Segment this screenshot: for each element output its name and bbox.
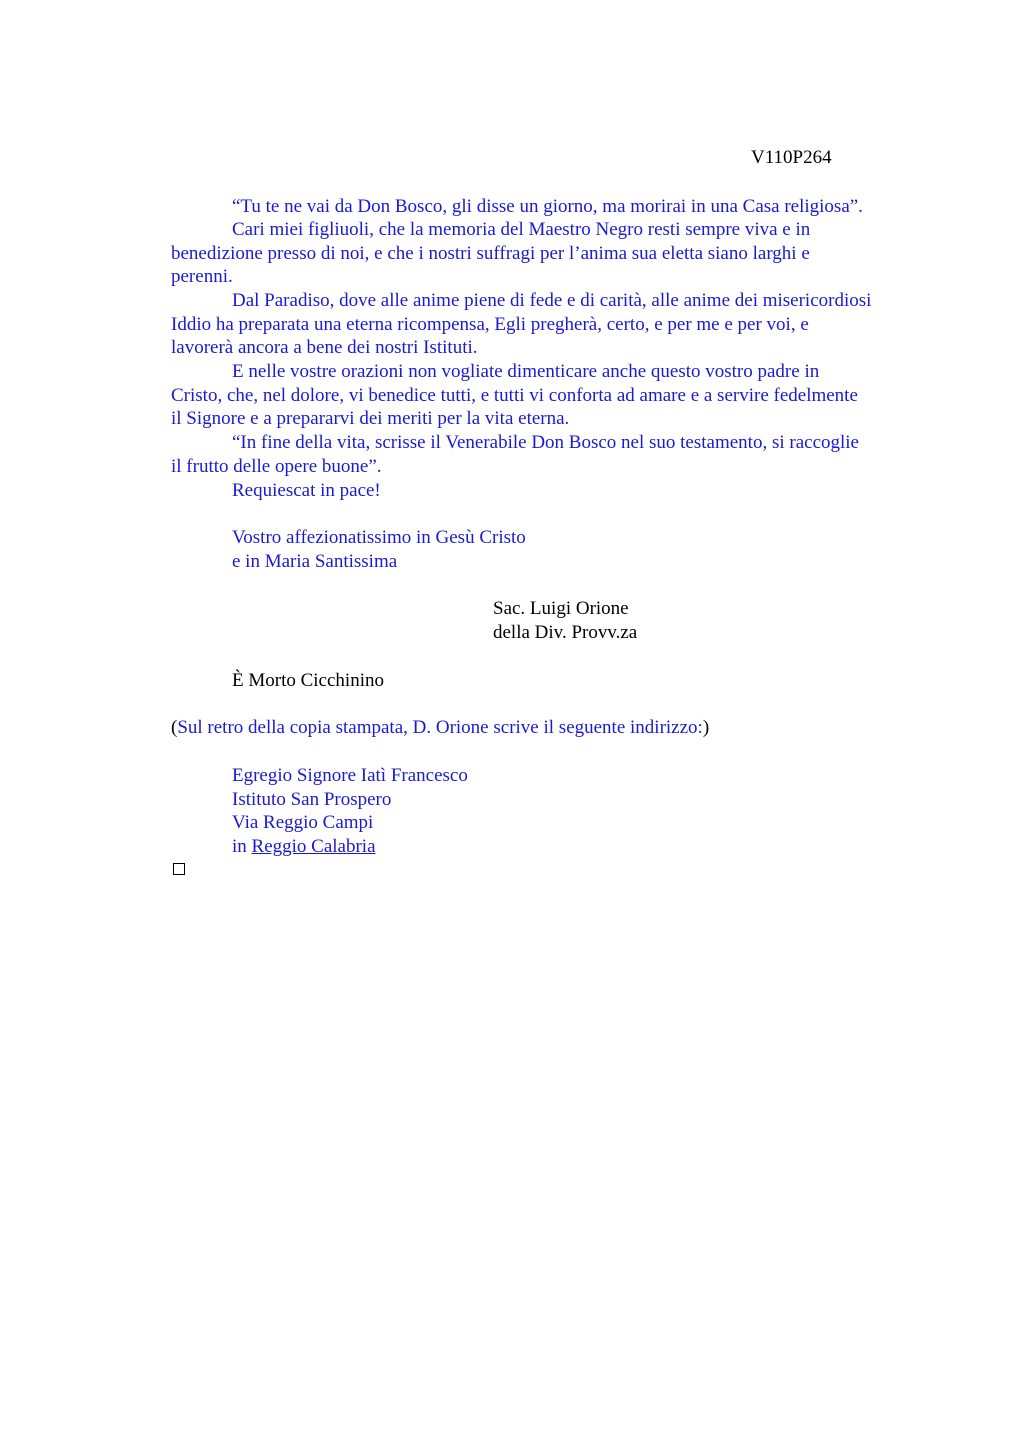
address-line-1: Egregio Signore Iatì Francesco xyxy=(232,765,468,786)
empty-square-icon xyxy=(173,863,185,875)
paragraph-4-line-2: Cristo, che, nel dolore, vi benedice tutti, e tutti vi conforta ad amare e a servire fedelmente xyxy=(171,385,858,406)
address-prefix: in xyxy=(232,836,252,857)
paragraph-2-line-1: Cari miei figliuoli, che la memoria del Maestro Negro resti sempre viva e in xyxy=(232,219,811,240)
retro-note-open-paren: ( xyxy=(171,717,178,738)
address-line-3: Via Reggio Campi xyxy=(232,812,374,833)
note-title: È Morto Cicchinino xyxy=(232,670,384,691)
paragraph-4-line-3: il Signore e a prepararvi dei meriti per la vita eterna. xyxy=(171,408,570,429)
closing-line-1: Vostro affezionatissimo in Gesù Cristo xyxy=(232,527,526,548)
paragraph-1: “Tu te ne vai da Don Bosco, gli disse un giorno, ma morirai in una Casa religiosa”. xyxy=(232,196,863,217)
paragraph-3-line-1: Dal Paradiso, dove alle anime piene di fede e di carità, alle anime dei misericordiosi xyxy=(232,290,872,311)
paragraph-5-line-2: il frutto delle opere buone”. xyxy=(171,456,382,477)
retro-note-text: Sul retro della copia stampata, D. Orione scrive il seguente indirizzo: xyxy=(177,717,703,738)
page-reference: V110P264 xyxy=(751,147,832,168)
requiescat-line: Requiescat in pace! xyxy=(232,480,381,501)
paragraph-3-line-2: Iddio ha preparata una eterna ricompensa, Egli pregherà, certo, e per me e per voi, e xyxy=(171,314,809,335)
signature-name: Sac. Luigi Orione xyxy=(493,598,629,619)
paragraph-4-line-1: E nelle vostre orazioni non vogliate dimenticare anche questo vostro padre in xyxy=(232,361,820,382)
address-city-link[interactable]: Reggio Calabria xyxy=(251,836,376,857)
closing-line-2: e in Maria Santissima xyxy=(232,551,398,572)
address-line-4 xyxy=(232,835,376,859)
signature-title: della Div. Provv.za xyxy=(493,622,638,643)
retro-note xyxy=(171,716,709,740)
paragraph-2-line-2: benedizione presso di noi, e che i nostri suffragi per l’anima sua eletta siano larghi e xyxy=(171,243,810,264)
address-line-2: Istituto San Prospero xyxy=(232,789,392,810)
paragraph-2-line-3: perenni. xyxy=(171,266,233,287)
paragraph-5-line-1: “In fine della vita, scrisse il Venerabile Don Bosco nel suo testamento, si raccoglie xyxy=(232,432,859,453)
paragraph-3-line-3: lavorerà ancora a bene dei nostri Istituti. xyxy=(171,337,478,358)
retro-note-close-paren: ) xyxy=(702,717,710,738)
